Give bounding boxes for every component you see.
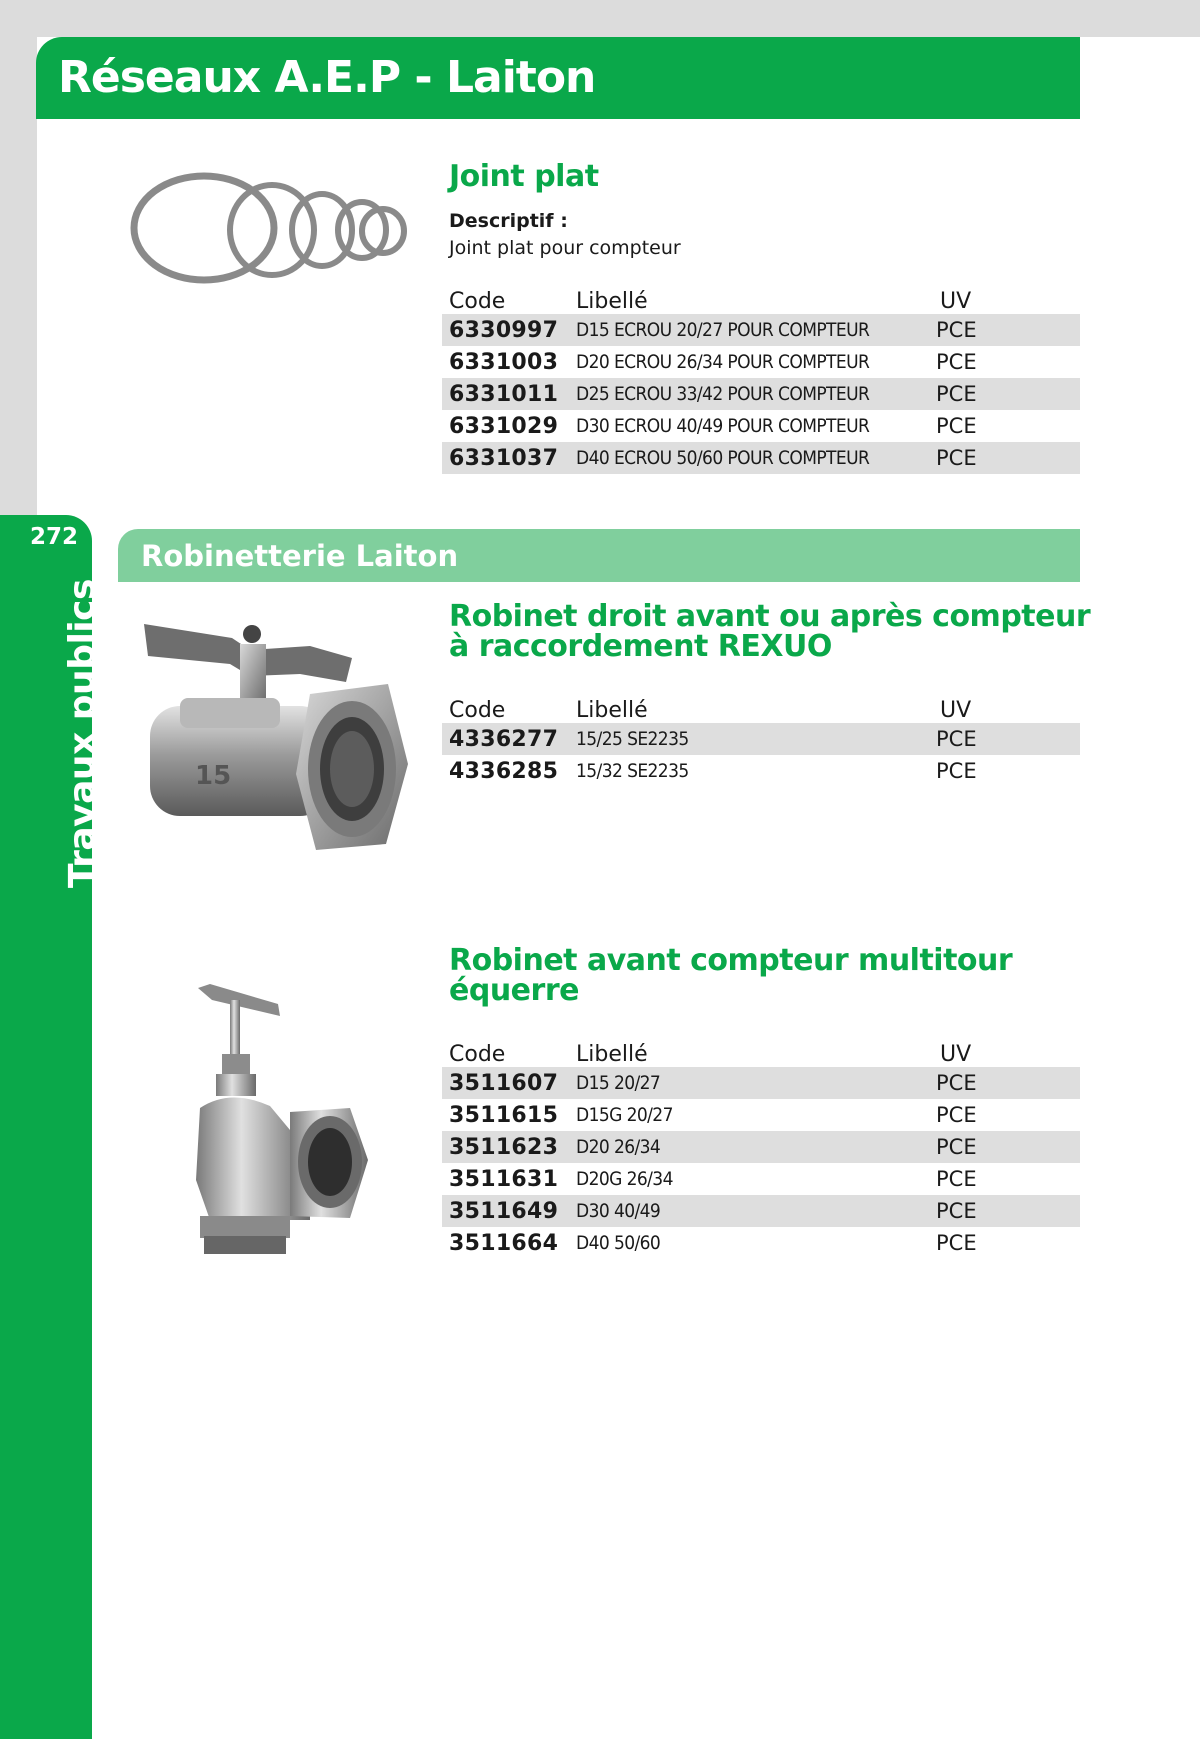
table-row: 4336285 15/32 SE2235 PCE [449,758,977,784]
table-row: 3511664 D40 50/60 PCE [449,1230,977,1256]
table-row: 6331011 D25 ECROU 33/42 POUR COMPTEUR PCE [442,378,1080,410]
table-row: 6331037 D40 ECROU 50/60 POUR COMPTEUR PCE [442,442,1080,474]
section-title: Robinetterie Laiton [141,539,459,573]
table-row: 3511631 D20G 26/34 PCE [449,1166,977,1192]
table-row: 6331003 D20 ECROU 26/34 POUR COMPTEUR PCE [449,349,977,375]
column-header-uv: UV [940,289,972,314]
column-header-libelle: Libellé [576,1042,648,1067]
table-row: 3511649 D30 40/49 PCE [442,1195,1080,1227]
column-header-libelle: Libellé [576,698,648,723]
top-margin-strip [0,0,1200,37]
table-row: 4336277 15/25 SE2235 PCE [442,723,1080,755]
column-header-code: Code [449,698,506,723]
column-header-code: Code [449,289,506,314]
page-title: Réseaux A.E.P - Laiton [58,52,596,103]
table-row: 6330997 D15 ECROU 20/27 POUR COMPTEUR PCE [442,314,1080,346]
product-table-robinet-equerre [442,1035,1080,1259]
product-title-robinet-droit: Robinet droit avant ou après compteur à raccordement REXUO [449,599,1091,664]
product-table-joint-plat [442,282,1080,474]
descriptif-label: Descriptif : [449,210,568,232]
product-table-robinet-droit [442,691,1080,787]
table-row: 3511607 D15 20/27 PCE [442,1067,1080,1099]
table-row: 6331029 D30 ECROU 40/49 POUR COMPTEUR PCE [449,413,977,439]
table-row: 3511623 D20 26/34 PCE [442,1131,1080,1163]
column-header-code: Code [449,1042,506,1067]
straight-ball-valve-image [140,614,415,864]
column-header-uv: UV [940,1042,972,1067]
descriptif-text: Joint plat pour compteur [449,237,681,259]
svg-text:15: 15 [195,761,232,791]
product-title-joint-plat: Joint plat [449,159,599,194]
table-row: 3511615 D15G 20/27 PCE [449,1102,977,1128]
column-header-uv: UV [940,698,972,723]
product-title-robinet-equerre: Robinet avant compteur multitour équerre [449,943,1013,1008]
flat-gasket-rings-image [124,168,414,288]
category-label: Travaux publics [62,579,103,888]
column-header-libelle: Libellé [576,289,648,314]
page-number: 272 [30,524,79,550]
angle-valve-image [190,980,380,1260]
left-margin-strip [0,0,37,520]
